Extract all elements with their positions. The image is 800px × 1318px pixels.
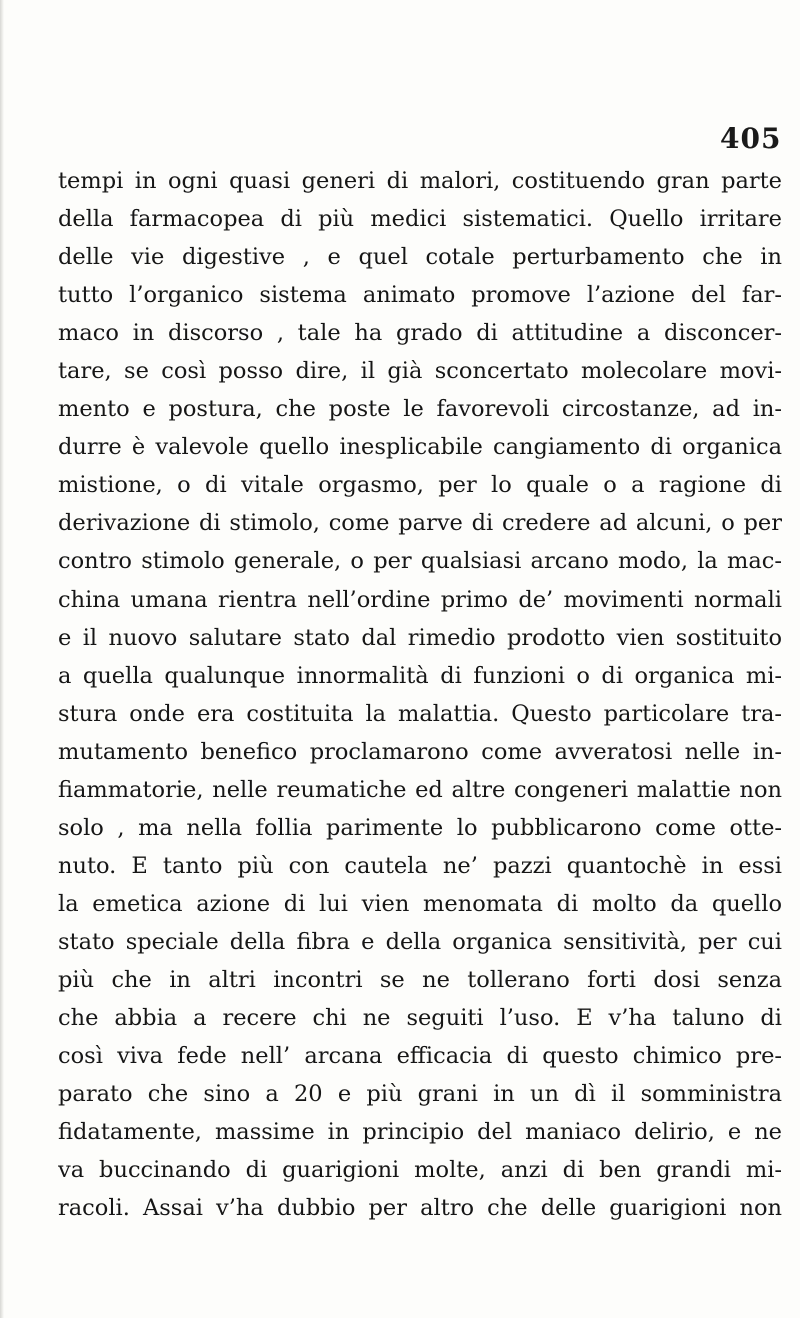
text-line: va buccinando di guarigioni molte, anzi di ben grandi mi- — [58, 1157, 782, 1184]
text-line: la emetica azione di lui vien menomata di molto da quello — [58, 890, 782, 917]
page-edge-shadow — [0, 0, 4, 1318]
text-line: stato speciale della fibra e della organica sensitività, per cui — [58, 928, 782, 955]
text-line: durre è valevole quello inesplicabile cangiamento di organica — [58, 434, 782, 461]
text-line: delle vie digestive , e quel cotale perturbamento che in — [58, 244, 782, 271]
body-text — [58, 162, 782, 1227]
text-line: mistione, o di vitale orgasmo, per lo quale o a ragione di — [58, 472, 782, 499]
text-line: china umana rientra nell’ordine primo de’ movimenti normali — [58, 586, 782, 613]
text-line: e il nuovo salutare stato dal rimedio prodotto vien sostituito — [58, 624, 782, 651]
text-line: che abbia a recere chi ne seguiti l’uso. E v’ha taluno di — [58, 1005, 782, 1032]
text-line: contro stimolo generale, o per qualsiasi arcano modo, la mac- — [58, 548, 782, 575]
text-line: tutto l’organico sistema animato promove l’azione del far- — [58, 282, 782, 309]
text-line: solo , ma nella follia parimente lo pubblicarono come otte- — [58, 814, 782, 841]
text-line: più che in altri incontri se ne tollerano forti dosi senza — [58, 966, 782, 993]
text-line: della farmacopea di più medici sistematici. Quello irritare — [58, 206, 782, 233]
text-line: mutamento benefico proclamarono come avveratosi nelle in- — [58, 738, 782, 765]
text-line: stura onde era costituita la malattia. Questo particolare tra- — [58, 700, 782, 727]
text-line: mento e postura, che poste le favorevoli circostanze, ad in- — [58, 396, 782, 423]
page-number: 405 — [720, 122, 782, 155]
text-line: fidatamente, massime in principio del maniaco delirio, e ne — [58, 1119, 782, 1146]
text-line: racoli. Assai v’ha dubbio per altro che delle guarigioni non — [58, 1195, 782, 1222]
text-line: fiammatorie, nelle reumatiche ed altre congeneri malattie non — [58, 776, 782, 803]
text-line: a quella qualunque innormalità di funzioni o di organica mi- — [58, 662, 782, 689]
text-line: così viva fede nell’ arcana efficacia di questo chimico pre- — [58, 1043, 782, 1070]
text-line: parato che sino a 20 e più grani in un dì il somministra — [58, 1081, 782, 1108]
text-line: tempi in ogni quasi generi di malori, costituendo gran parte — [58, 168, 782, 194]
text-line: nuto. E tanto più con cautela ne’ pazzi quantochè in essi — [58, 852, 782, 879]
text-line: derivazione di stimolo, come parve di credere ad alcuni, o per — [58, 510, 782, 537]
text-line: tare, se così posso dire, il già sconcertato molecolare movi- — [58, 358, 782, 385]
text-line: maco in discorso , tale ha grado di attitudine a disconcer- — [58, 320, 782, 347]
